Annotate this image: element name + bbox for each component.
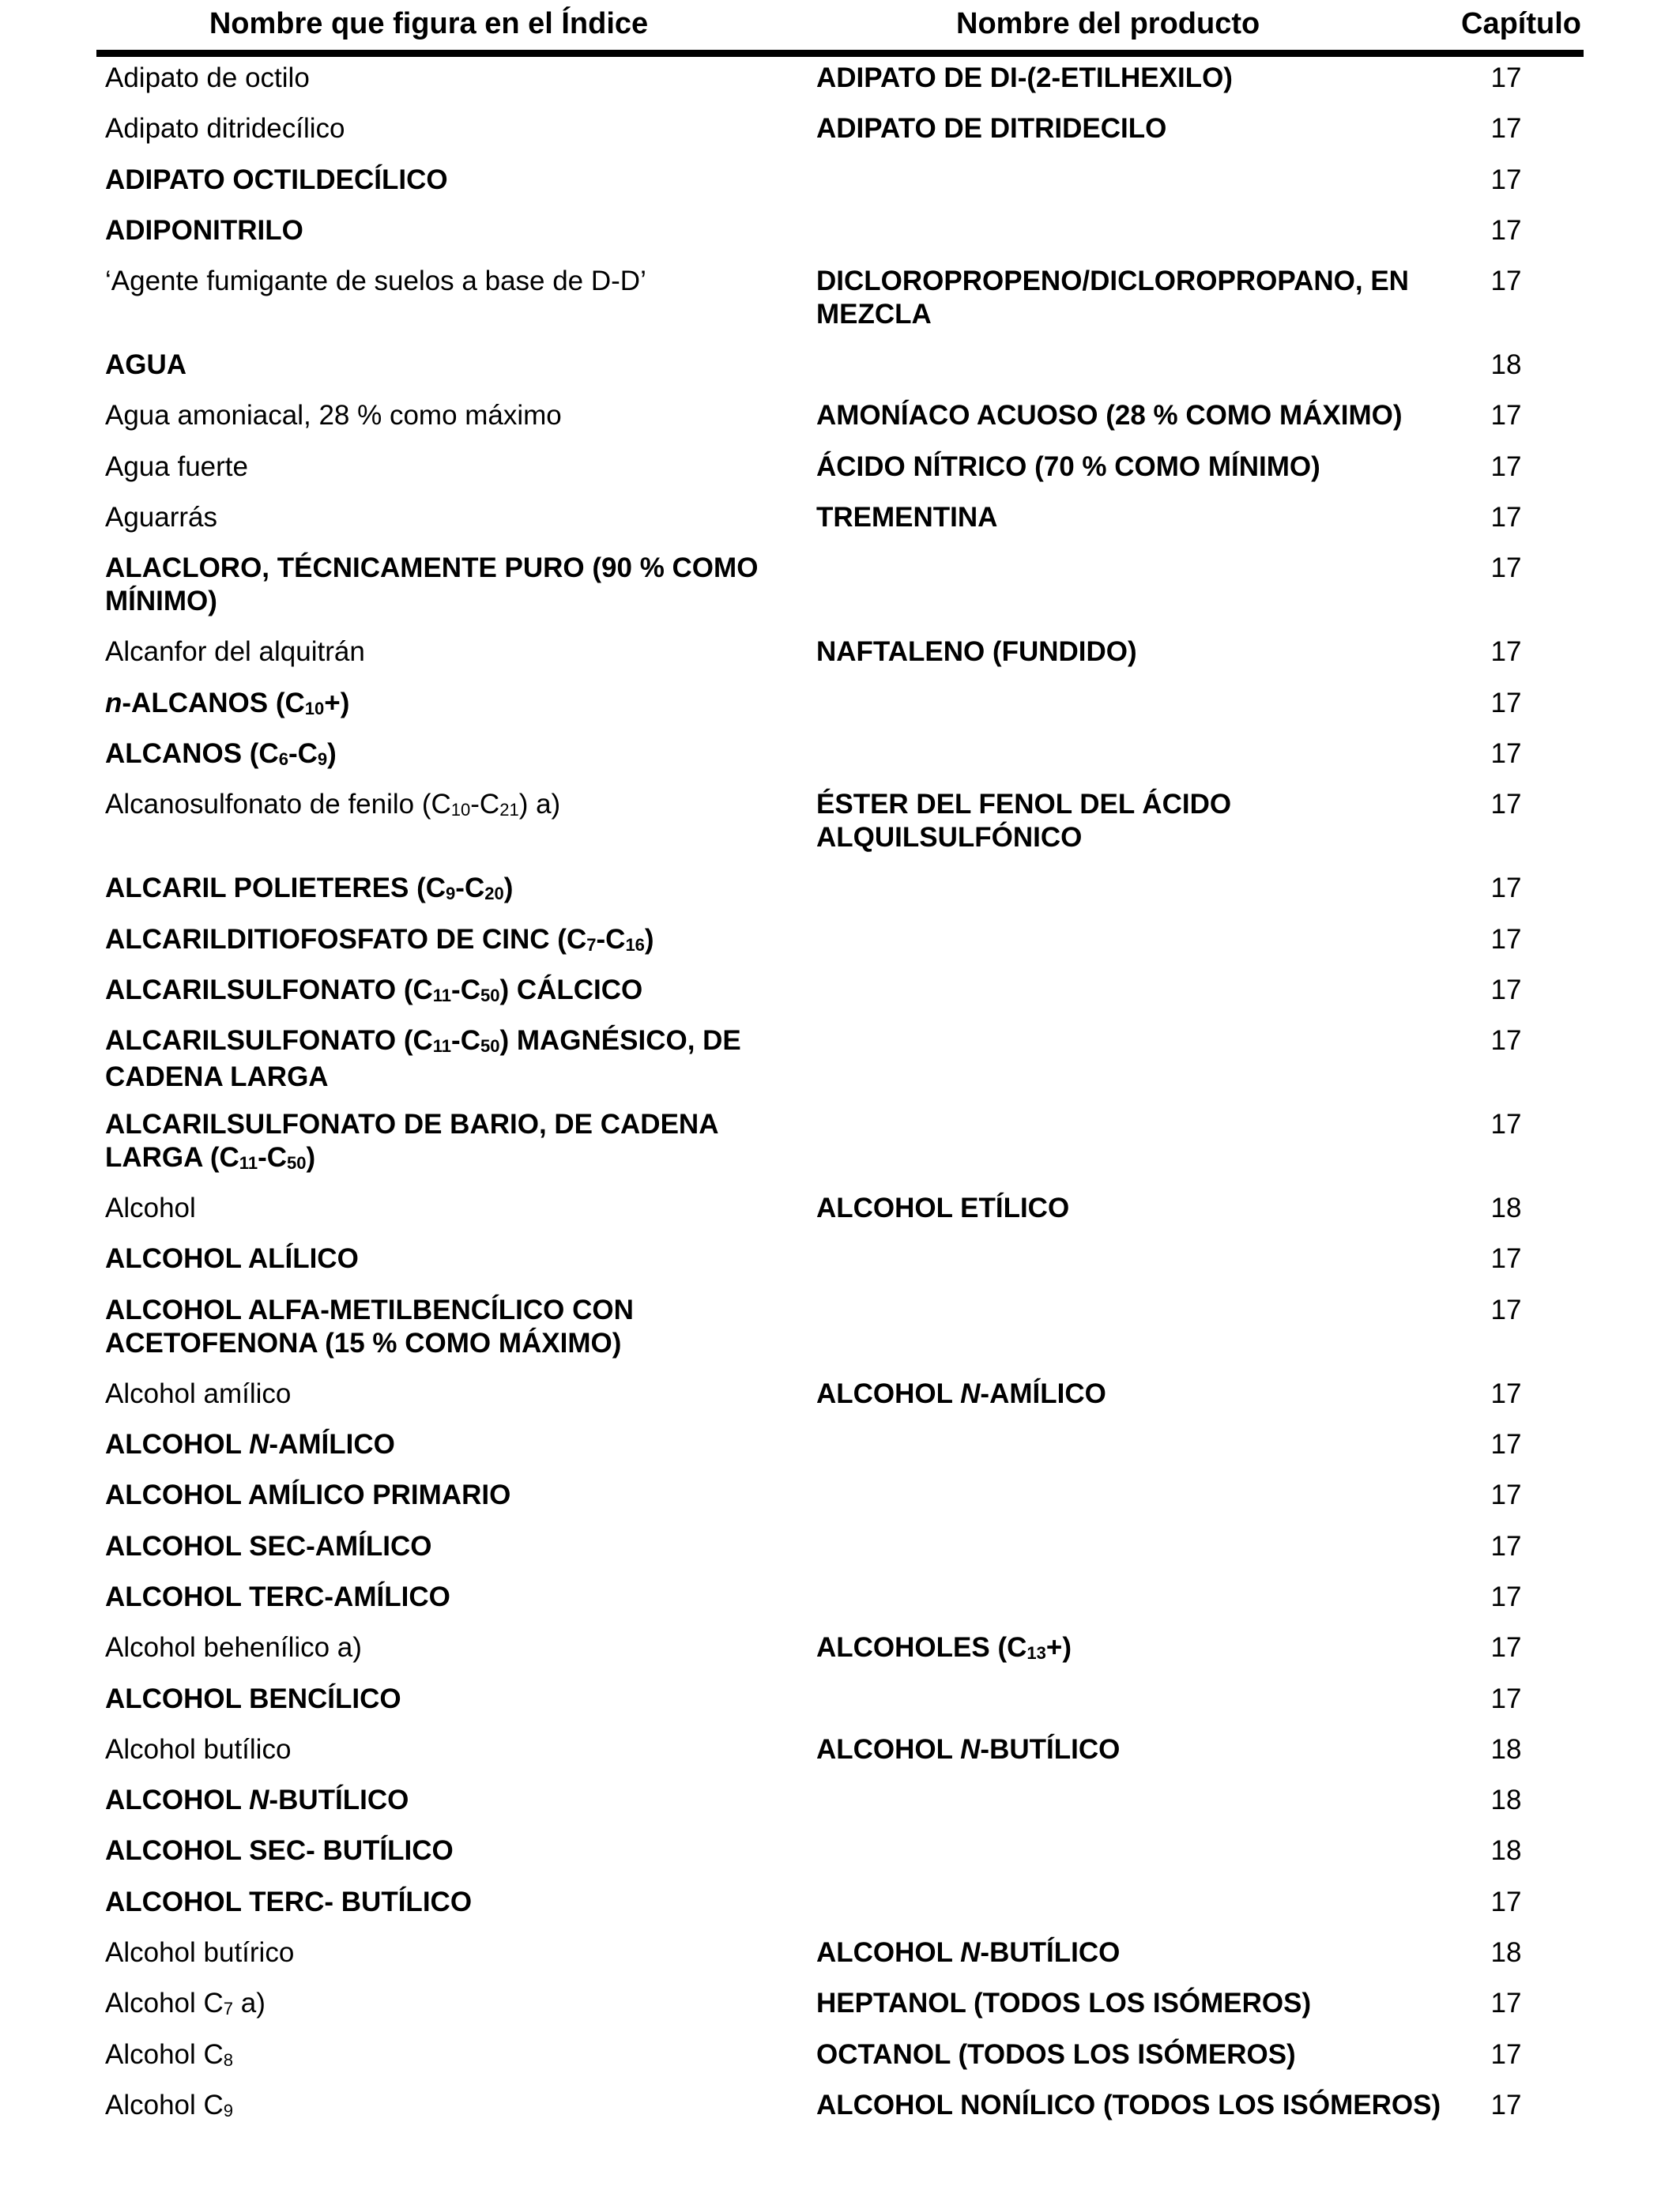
product-name-cell: ÉSTER DEL FENOL DEL ÁCIDO ALQUILSULFÓNICO bbox=[816, 789, 1232, 854]
table-row bbox=[0, 1239, 1680, 1290]
index-name-cell: ALCOHOL SEC-AMÍLICO bbox=[105, 1530, 432, 1562]
table-row bbox=[0, 734, 1680, 785]
index-name-cell: Alcohol bbox=[105, 1193, 196, 1224]
index-name-cell: Alcohol $C_7$ a) bbox=[105, 1988, 266, 2019]
chapter-cell: 18 bbox=[1490, 1937, 1522, 1969]
chapter-cell: 17 bbox=[1490, 1581, 1522, 1612]
table-row bbox=[0, 1476, 1680, 1526]
chapter-cell: 17 bbox=[1490, 266, 1522, 297]
chapter-cell: 17 bbox=[1490, 1683, 1522, 1714]
chapter-cell: 17 bbox=[1490, 552, 1522, 584]
index-name-cell: ALCOHOL SEC- BUTÍLICO bbox=[105, 1835, 454, 1867]
product-name-cell: ALCOHOL NONÍLICO (TODOS LOS ISÓMEROS) bbox=[816, 2089, 1441, 2120]
product-name-cell: ADIPATO DE DI-(2-ETILHEXILO) bbox=[816, 62, 1233, 93]
product-name-cell: ALCOHOL N-BUTÍLICO bbox=[816, 1937, 1121, 1969]
index-name-cell: ALCOHOL N-AMÍLICO bbox=[105, 1429, 395, 1461]
table-row bbox=[0, 1578, 1680, 1628]
index-name-cell: Alcohol butílico bbox=[105, 1733, 292, 1765]
table-row bbox=[0, 1527, 1680, 1578]
table-body bbox=[0, 58, 1680, 2169]
chapter-cell: 17 bbox=[1490, 923, 1522, 955]
product-name-cell: OCTANOL (TODOS LOS ISÓMEROS) bbox=[816, 2038, 1296, 2070]
table-row bbox=[0, 498, 1680, 548]
table-row bbox=[0, 160, 1680, 211]
index-name-cell: ADIPONITRILO bbox=[105, 214, 303, 246]
header-rule bbox=[96, 50, 1584, 57]
chapter-cell: 17 bbox=[1490, 113, 1522, 145]
chapter-cell: 17 bbox=[1490, 1109, 1522, 1140]
table-row bbox=[0, 211, 1680, 262]
index-name-cell: ADIPATO OCTILDECÍLICO bbox=[105, 164, 448, 195]
chapter-cell: 18 bbox=[1490, 349, 1522, 381]
table-row bbox=[0, 1679, 1680, 1730]
table-row bbox=[0, 109, 1680, 160]
chapter-cell: 17 bbox=[1490, 737, 1522, 769]
table-row bbox=[0, 1933, 1680, 1984]
product-name-cell: ALCOHOL N-AMÍLICO bbox=[816, 1378, 1106, 1409]
product-name-cell: ALCOHOL N-BUTÍLICO bbox=[816, 1733, 1121, 1765]
index-name-cell: Alcanosulfonato de fenilo $(C_{10}-C_{21})$ a) bbox=[105, 789, 561, 820]
header-index-name: Nombre que figura en el Índice bbox=[209, 7, 649, 40]
chapter-cell: 18 bbox=[1490, 1733, 1522, 1765]
chapter-cell: 17 bbox=[1490, 1886, 1522, 1917]
index-name-cell: ALCARIL POLIETERES $(C_9-C_{20})$ bbox=[105, 873, 514, 904]
table-row bbox=[0, 548, 1680, 632]
chapter-cell: 17 bbox=[1490, 2089, 1522, 2120]
index-name-cell: Agua fuerte bbox=[105, 450, 248, 482]
table-row bbox=[0, 1021, 1680, 1105]
table-header bbox=[0, 0, 1680, 47]
index-name-cell: Agua amoniacal, 28 % como máximo bbox=[105, 400, 562, 432]
table-row bbox=[0, 1189, 1680, 1239]
chapter-cell: 17 bbox=[1490, 1530, 1522, 1562]
product-name-cell: ÁCIDO NÍTRICO (70 % COMO MÍNIMO) bbox=[816, 450, 1320, 482]
chapter-cell: 18 bbox=[1490, 1835, 1522, 1867]
table-row bbox=[0, 1425, 1680, 1476]
chapter-cell: 17 bbox=[1490, 1429, 1522, 1461]
table-row bbox=[0, 632, 1680, 683]
product-name-cell: DICLOROPROPENO/DICLOROPROPANO, EN MEZCLA bbox=[816, 266, 1409, 330]
table-row bbox=[0, 262, 1680, 345]
chapter-cell: 17 bbox=[1490, 1025, 1522, 1057]
chapter-cell: 17 bbox=[1490, 214, 1522, 246]
index-name-cell: ALCANOS $(C_6-C_9)$ bbox=[105, 737, 337, 769]
table-row bbox=[0, 345, 1680, 396]
index-name-cell: ALCOHOL N-BUTÍLICO bbox=[105, 1785, 409, 1816]
index-name-cell: Alcohol butírico bbox=[105, 1937, 295, 1969]
chapter-cell: 17 bbox=[1490, 1480, 1522, 1511]
chapter-cell: 18 bbox=[1490, 1193, 1522, 1224]
table-row bbox=[0, 785, 1680, 869]
index-name-cell: Adipato ditridecílico bbox=[105, 113, 345, 145]
table-row bbox=[0, 1291, 1680, 1374]
index-name-cell: Aguarrás bbox=[105, 502, 218, 533]
chapter-cell: 17 bbox=[1490, 1294, 1522, 1325]
product-name-cell: NAFTALENO (FUNDIDO) bbox=[816, 636, 1137, 668]
header-chapter: Capítulo bbox=[1461, 7, 1581, 40]
header-product-name: Nombre del producto bbox=[956, 7, 1260, 40]
index-name-cell: Adipato de octilo bbox=[105, 62, 310, 93]
chapter-cell: 17 bbox=[1490, 636, 1522, 668]
chapter-cell: 17 bbox=[1490, 164, 1522, 195]
table-row bbox=[0, 920, 1680, 971]
index-name-cell: AGUA bbox=[105, 349, 187, 381]
index-name-cell: ALCARILSULFONATO DE BARIO, DE CADENA LARGA $(C_{11}-C_{50})$ bbox=[105, 1109, 718, 1174]
chapter-cell: 17 bbox=[1490, 400, 1522, 432]
index-name-cell: n-ALCANOS $(C_{10}+)$ bbox=[105, 687, 350, 718]
index-name-cell: ALCOHOL BENCÍLICO bbox=[105, 1683, 401, 1714]
index-name-cell: ALCOHOL AMÍLICO PRIMARIO bbox=[105, 1480, 511, 1511]
chapter-cell: 17 bbox=[1490, 62, 1522, 93]
index-name-cell: ALCOHOL TERC- BUTÍLICO bbox=[105, 1886, 473, 1917]
index-name-cell: Alcohol behenílico a) bbox=[105, 1632, 362, 1664]
index-name-cell: ALCOHOL ALFA-METILBENCÍLICO CON ACETOFENONA (15 % COMO MÁXIMO) bbox=[105, 1294, 634, 1359]
index-name-cell: Alcohol amílico bbox=[105, 1378, 292, 1409]
index-name-cell: Alcanfor del alquitrán bbox=[105, 636, 365, 668]
table-row bbox=[0, 396, 1680, 447]
product-name-cell: AMONÍACO ACUOSO (28 % COMO MÁXIMO) bbox=[816, 400, 1403, 432]
product-name-cell: ALCOHOL ETÍLICO bbox=[816, 1193, 1070, 1224]
table-row bbox=[0, 1628, 1680, 1679]
product-name-cell: ADIPATO DE DITRIDECILO bbox=[816, 113, 1167, 145]
index-name-cell: ALCARILDITIOFOSFATO DE CINC $(C_7-C_{16})$ bbox=[105, 923, 654, 955]
chapter-cell: 17 bbox=[1490, 873, 1522, 904]
index-name-cell: ALCOHOL ALÍLICO bbox=[105, 1243, 359, 1275]
chapter-cell: 17 bbox=[1490, 789, 1522, 820]
table-row bbox=[0, 1831, 1680, 1882]
product-name-cell: HEPTANOL (TODOS LOS ISÓMEROS) bbox=[816, 1988, 1312, 2019]
table-row bbox=[0, 58, 1680, 109]
index-name-cell: ALACLORO, TÉCNICAMENTE PURO (90 % COMO MÍNIMO) bbox=[105, 552, 759, 617]
chapter-cell: 17 bbox=[1490, 974, 1522, 1005]
table-row bbox=[0, 1374, 1680, 1425]
index-name-cell: ALCOHOL TERC-AMÍLICO bbox=[105, 1581, 450, 1612]
chapter-cell: 18 bbox=[1490, 1785, 1522, 1816]
chapter-cell: 17 bbox=[1490, 450, 1522, 482]
index-name-cell: ALCARILSULFONATO $(C_{11}-C_{50})$ MAGNÉSICO, DE CADENA LARGA bbox=[105, 1025, 741, 1093]
index-name-cell: ‘Agente fumigante de suelos a base de D-D’ bbox=[105, 266, 646, 297]
chapter-cell: 17 bbox=[1490, 2038, 1522, 2070]
table-row bbox=[0, 447, 1680, 498]
product-name-cell: TREMENTINA bbox=[816, 502, 998, 533]
chapter-cell: 17 bbox=[1490, 1988, 1522, 2019]
table-row bbox=[0, 1984, 1680, 2034]
table-row bbox=[0, 1883, 1680, 1933]
index-name-cell: Alcohol $C_8$ bbox=[105, 2038, 234, 2070]
chapter-cell: 17 bbox=[1490, 1378, 1522, 1409]
table-row bbox=[0, 2035, 1680, 2086]
table-row bbox=[0, 1781, 1680, 1831]
chapter-cell: 17 bbox=[1490, 1632, 1522, 1664]
table-row bbox=[0, 684, 1680, 734]
chapter-cell: 17 bbox=[1490, 1243, 1522, 1275]
index-name-cell: Alcohol $C_9$ bbox=[105, 2089, 234, 2120]
index-name-cell: ALCARILSULFONATO $(C_{11}-C_{50})$ CÁLCICO bbox=[105, 974, 643, 1005]
chapter-cell: 17 bbox=[1490, 502, 1522, 533]
table-row bbox=[0, 1730, 1680, 1781]
table-row bbox=[0, 869, 1680, 919]
table-row bbox=[0, 1105, 1680, 1189]
chapter-cell: 17 bbox=[1490, 687, 1522, 718]
product-name-cell: ALCOHOLES $(C_{13}+)$ bbox=[816, 1632, 1072, 1664]
table-row bbox=[0, 971, 1680, 1021]
table-row bbox=[0, 2086, 1680, 2169]
